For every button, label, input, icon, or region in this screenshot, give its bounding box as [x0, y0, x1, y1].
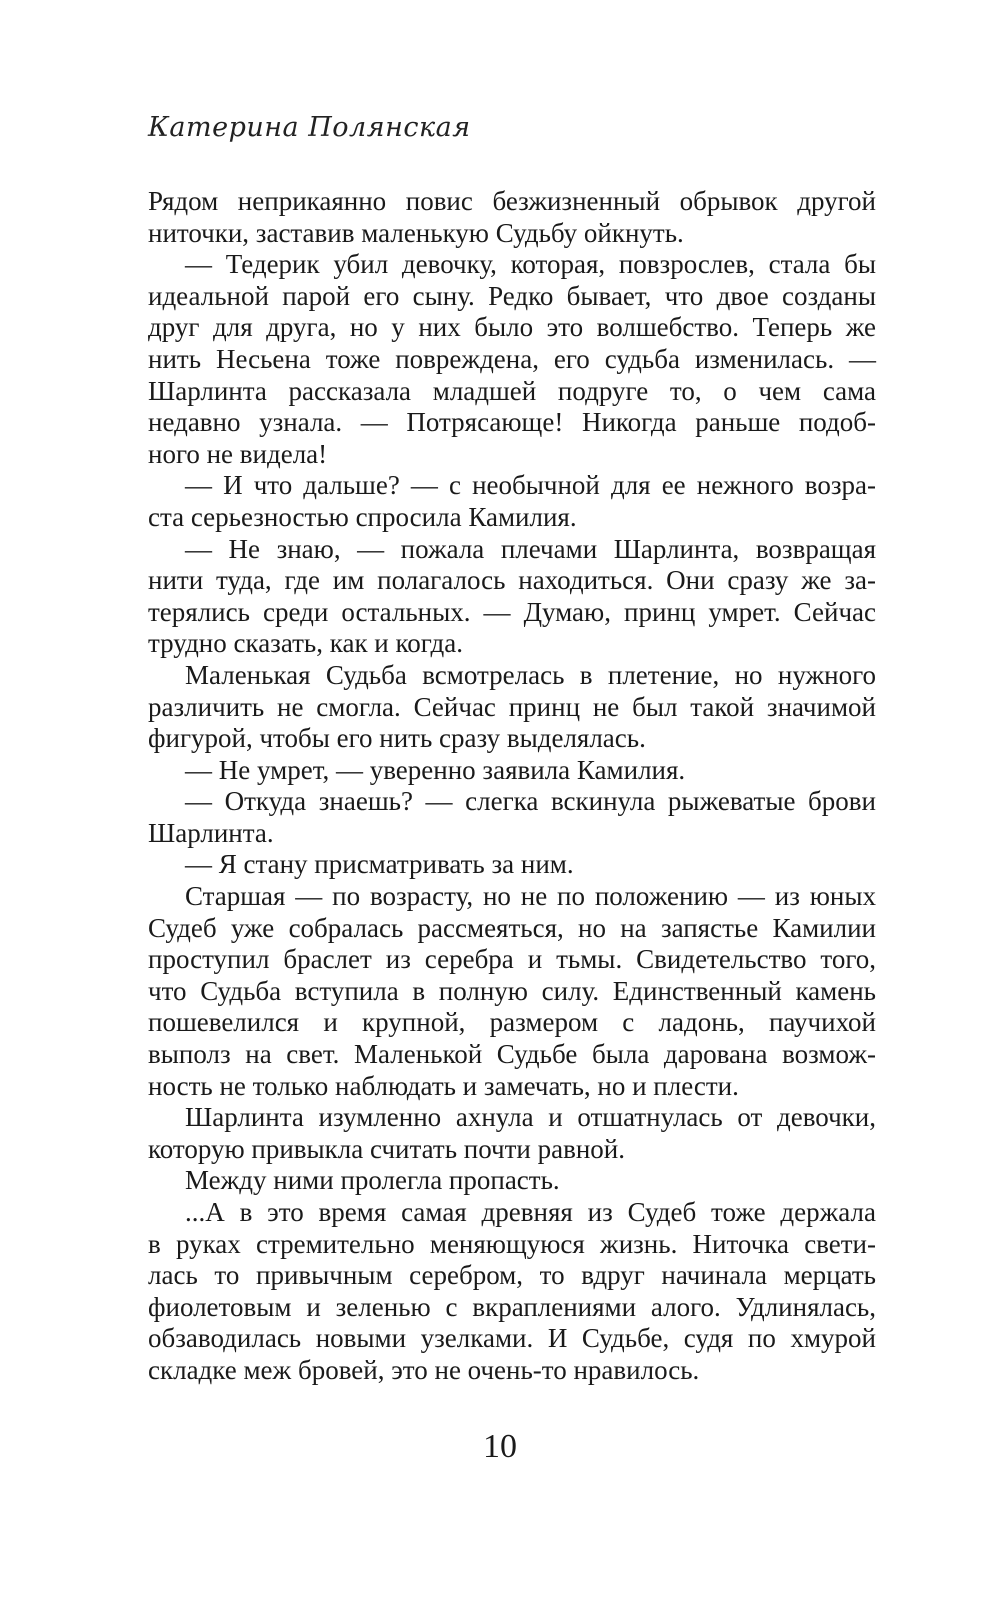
text-line: складке меж бровей, это не очень-то нравилось.	[148, 1354, 700, 1385]
text-line: идеальной парой его сыну. Редко бывает, что двое созданы	[148, 280, 876, 311]
text-line: Шарлинта изумленно ахнула и отшатнулась от девочки,	[185, 1102, 876, 1133]
text-line: которую привыкла считать почти равной.	[148, 1133, 625, 1164]
text-line: — И что дальше? — с необычной для ее нежного возра-	[185, 470, 876, 501]
text-line: трудно сказать, как и когда.	[148, 628, 463, 659]
text-line: фиолетовым и зеленью с вкраплениями алого. Удлинялась,	[148, 1291, 876, 1322]
text-line: фигурой, чтобы его нить сразу выделялась.	[148, 723, 646, 754]
text-line: Шарлинта.	[148, 817, 274, 848]
text-line: — Откуда знаешь? — слегка вскинула рыжеватые брови	[185, 786, 876, 817]
text-line: Шарлинта рассказала младшей подруге то, о чем сама	[148, 375, 876, 406]
page-number: 10	[483, 1428, 517, 1465]
text-line: Старшая — по возрасту, но не по положению — из юных	[185, 881, 876, 912]
text-line: ного не видела!	[148, 438, 328, 469]
text-line: — Тедерик убил девочку, которая, повзрослев, стала бы	[185, 249, 876, 280]
text-line: недавно узнала. — Потрясающе! Никогда раньше подоб-	[148, 407, 876, 438]
text-line: ...А в это время самая древняя из Судеб тоже держала	[185, 1197, 876, 1227]
text-line: различить не смогла. Сейчас принц не был такой значимой	[148, 691, 876, 722]
text-line: ста серьезностью спросила Камилия.	[148, 501, 577, 532]
text-line: Судеб уже собралась рассмеяться, но на запястье Камилии	[148, 912, 876, 943]
text-line: проступил браслет из серебра и тьмы. Свидетельство того,	[148, 944, 876, 975]
text-line: в руках стремительно меняющуюся жизнь. Ниточка свети-	[148, 1228, 876, 1259]
text-line: ность не только наблюдать и замечать, но и плести.	[148, 1070, 739, 1101]
text-line: терялись среди остальных. — Думаю, принц умрет. Сейчас	[148, 596, 876, 627]
text-line: нить Несьена тоже повреждена, его судьба изменилась. —	[148, 343, 876, 374]
text-line: ниточки, заставив маленькую Судьбу ойкнуть.	[148, 217, 684, 248]
text-line: что Судьба вступила в полную силу. Единственный камень	[148, 975, 876, 1006]
text-line: выполз на свет. Маленькой Судьбе была дарована возмож-	[148, 1039, 876, 1070]
text-line: обзаводилась новыми узелками. И Судьбе, судя по хмурой	[148, 1323, 876, 1354]
text-line: Маленькая Судьба всмотрелась в плетение, но нужного	[185, 659, 876, 690]
text-line: нити туда, где им полагалось находиться. Они сразу же за-	[148, 565, 876, 596]
page-body-text	[148, 186, 876, 1387]
text-line: лась то привычным серебром, то вдруг начинала мерцать	[148, 1260, 876, 1291]
text-line: друг для друга, но у них было это волшебство. Теперь же	[148, 312, 876, 343]
text-line: Рядом неприкаянно повис безжизненный обрывок другой	[148, 186, 876, 216]
text-line: — Не умрет, — уверенно заявила Камилия.	[185, 754, 686, 785]
text-line: пошевелился и крупной, размером с ладонь, паучихой	[148, 1007, 876, 1038]
running-head-author: Катерина Полянская	[148, 112, 471, 143]
text-line: — Я стану присматривать за ним.	[185, 849, 574, 880]
text-line: Между ними пролегла пропасть.	[185, 1165, 560, 1196]
text-line: — Не знаю, — пожала плечами Шарлинта, возвращая	[185, 533, 876, 564]
